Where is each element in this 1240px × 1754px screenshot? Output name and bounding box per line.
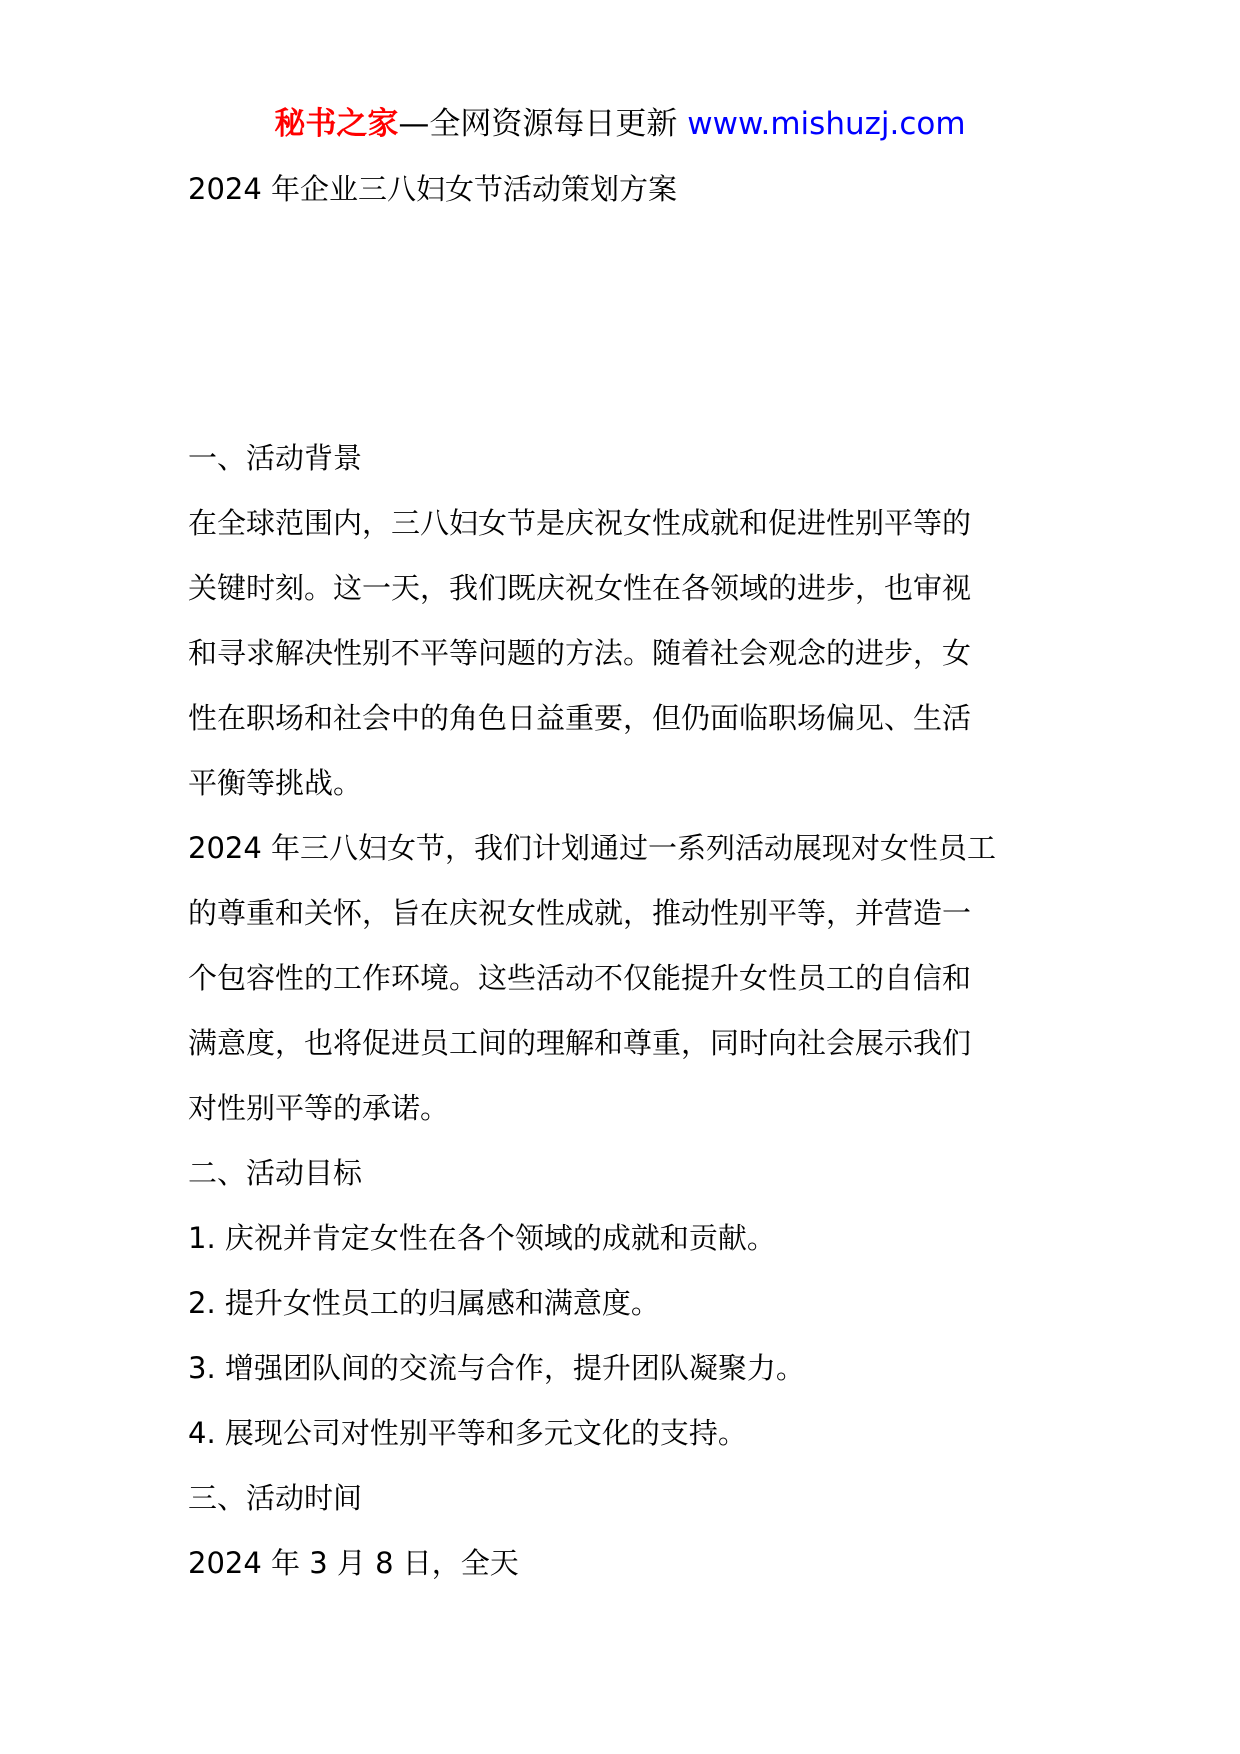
goal-item: 3. 增强团队间的交流与合作，提升团队凝聚力。 — [188, 1351, 805, 1385]
document-title: 2024 年企业三八妇女节活动策划方案 — [188, 172, 678, 206]
header-tagline: —全网资源每日更新 — [398, 106, 688, 142]
goal-item: 4. 展现公司对性别平等和多元文化的支持。 — [188, 1416, 747, 1450]
goal-item: 1. 庆祝并肯定女性在各个领域的成就和贡献。 — [188, 1221, 776, 1255]
paragraph-line: 2024 年三八妇女节，我们计划通过一系列活动展现对女性员工 — [188, 831, 997, 865]
paragraph-line: 平衡等挑战。 — [188, 766, 363, 800]
paragraph-line: 性在职场和社会中的角色日益重要，但仍面临职场偏见、生活 — [188, 701, 972, 735]
site-header — [0, 102, 1240, 146]
goal-item: 2. 提升女性员工的归属感和满意度。 — [188, 1286, 660, 1320]
paragraph-line: 个包容性的工作环境。这些活动不仅能提升女性员工的自信和 — [188, 961, 972, 995]
section-heading-background: 一、活动背景 — [188, 441, 363, 475]
paragraph-line: 在全球范围内，三八妇女节是庆祝女性成就和促进性别平等的 — [188, 506, 972, 540]
site-url-link[interactable]: www.mishuzj.com — [687, 106, 966, 142]
section-heading-time: 三、活动时间 — [188, 1481, 363, 1515]
blank-space — [188, 211, 1058, 426]
section-heading-goals: 二、活动目标 — [188, 1156, 363, 1190]
paragraph-line: 满意度，也将促进员工间的理解和尊重，同时向社会展示我们 — [188, 1026, 972, 1060]
paragraph-line: 和寻求解决性别不平等问题的方法。随着社会观念的进步，女 — [188, 636, 972, 670]
document-body — [188, 167, 1058, 1596]
paragraph-line: 对性别平等的承诺。 — [188, 1091, 450, 1125]
paragraph-line: 关键时刻。这一天，我们既庆祝女性在各领域的进步，也审视 — [188, 571, 972, 605]
event-time: 2024 年 3 月 8 日，全天 — [188, 1546, 519, 1580]
brand-name: 秘书之家 — [274, 106, 399, 142]
paragraph-line: 的尊重和关怀，旨在庆祝女性成就，推动性别平等，并营造一 — [188, 896, 972, 930]
